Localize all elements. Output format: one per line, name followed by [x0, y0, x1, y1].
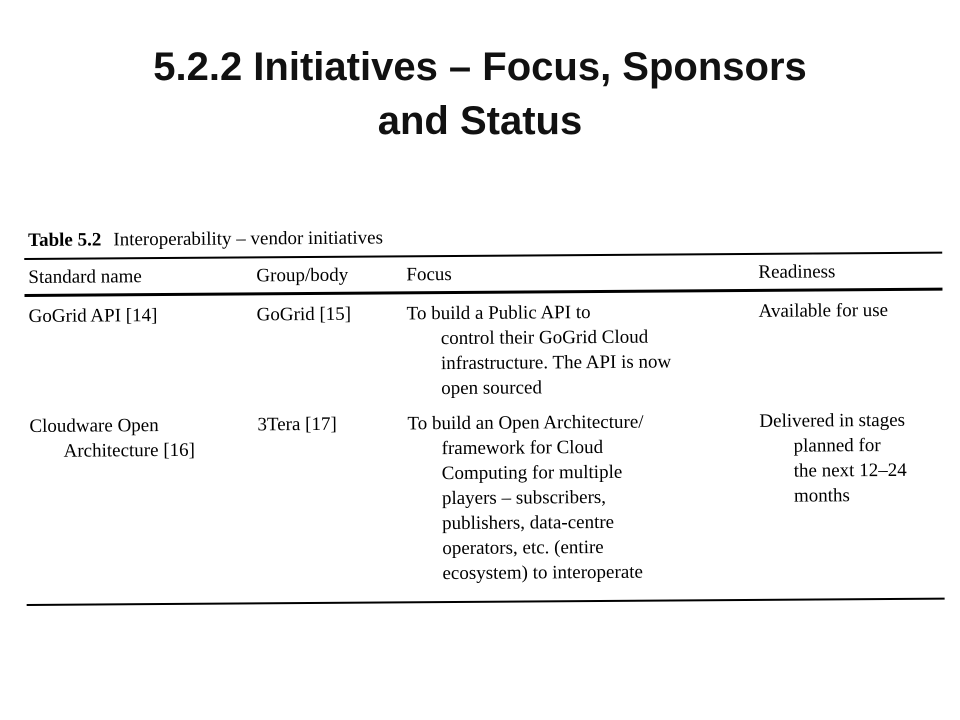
table-caption-label: Table 5.2	[28, 229, 102, 251]
scanned-table	[24, 218, 945, 614]
header-readiness: Readiness	[758, 261, 836, 283]
cell-line: Architecture [16]	[63, 439, 196, 462]
cell-line: 3Tera [17]	[257, 413, 337, 436]
row-2-focus	[407, 410, 644, 587]
table-top-rule	[24, 252, 942, 260]
row-2-standard-name	[29, 413, 195, 464]
table-caption-text: Interoperability – vendor initiatives	[113, 227, 384, 251]
row-2-readiness	[759, 408, 907, 509]
cell-line: publishers, data-centre	[442, 511, 615, 535]
cell-line: GoGrid API [14]	[28, 305, 158, 327]
cell-line: the next 12–24	[793, 459, 907, 482]
cell-line: framework for Cloud	[441, 436, 604, 460]
cell-line: ecosystem) to interoperate	[442, 561, 644, 585]
cell-line: open sourced	[441, 377, 543, 400]
table-bottom-rule	[27, 598, 945, 606]
row-1-standard-name	[29, 303, 158, 329]
cell-line: Available for use	[758, 299, 889, 322]
cell-line: operators, etc. (entire	[442, 536, 604, 560]
row-1-readiness	[759, 298, 889, 324]
table-caption	[28, 227, 383, 251]
cell-line: To build a Public API to	[406, 302, 591, 325]
slide-title	[0, 40, 960, 148]
slide-title-line-1: 5.2.2 Initiatives – Focus, Sponsors	[153, 45, 807, 89]
cell-line: Computing for multiple	[441, 461, 623, 485]
slide-title-line-2: and Status	[377, 99, 583, 143]
row-1-group-body	[257, 302, 352, 328]
cell-line: infrastructure. The API is now	[440, 351, 672, 375]
row-1-focus	[407, 299, 672, 401]
header-standard-name: Standard name	[28, 266, 142, 288]
cell-line: months	[793, 485, 850, 507]
header-group-body: Group/body	[256, 264, 349, 287]
cell-line: To build an Open Architecture/	[407, 411, 644, 435]
cell-line: Delivered in stages	[759, 409, 906, 432]
cell-line: players – subscribers,	[441, 486, 607, 510]
header-focus: Focus	[406, 264, 452, 286]
table-header-rule	[24, 288, 942, 297]
cell-line: GoGrid [15]	[256, 303, 352, 326]
cell-line: planned for	[793, 435, 881, 457]
cell-line: Cloudware Open	[29, 415, 159, 437]
cell-line: control their GoGrid Cloud	[440, 326, 649, 350]
row-2-group-body	[257, 412, 337, 438]
